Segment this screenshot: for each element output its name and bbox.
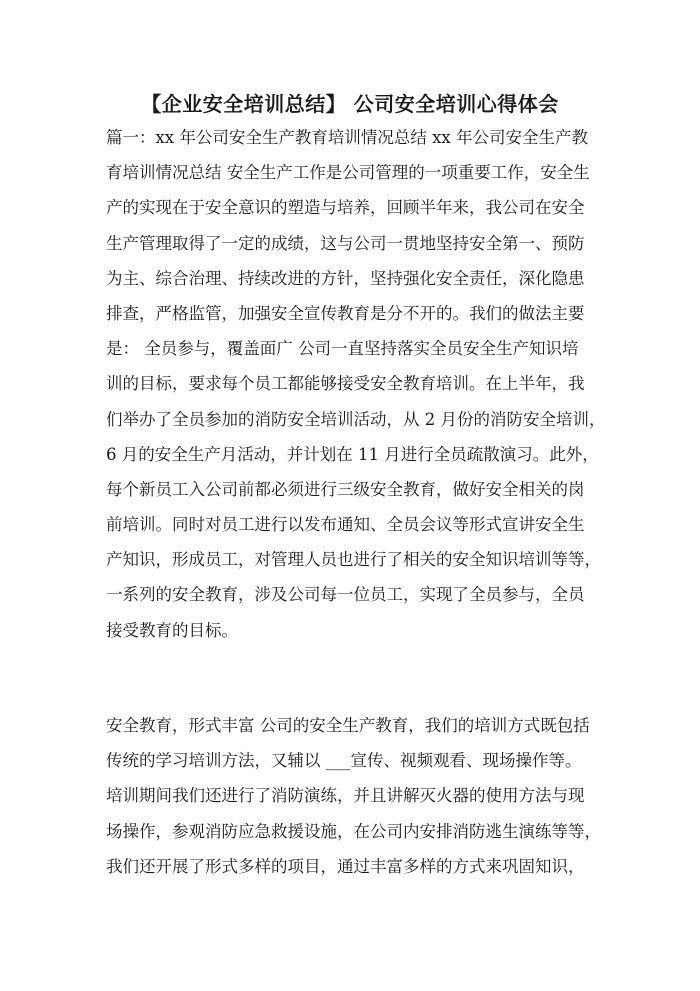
- text-line: 是： 全员参与，覆盖面广 公司一直坚持落实全员安全生产知识培: [106, 339, 579, 359]
- text-line: 排查，严格监管，加强安全宣传教育是分不开的。我们的做法主要: [106, 303, 585, 323]
- text-line: 每个新员工入公司前都必须进行三级安全教育，做好安全相关的岗: [106, 479, 585, 499]
- text-line: 我们还开展了形式多样的项目，通过丰富多样的方式来巩固知识，: [106, 856, 585, 876]
- text-line: 安全教育，形式丰富 公司的安全生产教育，我们的培训方式既包括: [106, 716, 590, 735]
- text-line: 育培训情况总结 安全生产工作是公司管理的一项重要工作，安全生: [106, 163, 590, 183]
- text-line: 一系列的安全教育，涉及公司每一位员工，实现了全员参与，全员: [106, 585, 585, 605]
- paragraph-2: [106, 708, 602, 884]
- text-line: 场操作，参观消防应急救援设施，在公司内安排消防逃生演练等等，: [106, 821, 601, 841]
- text-line: 产知识，形成员工，对管理人员也进行了相关的安全知识培训等等，: [106, 550, 601, 570]
- text-line: 传统的学习培训方法，又辅以 ___宣传、视频观看、现场操作等。: [106, 751, 582, 771]
- document-title: 【企业安全培训总结】 公司安全培训心得体会: [141, 92, 559, 116]
- text-line: 接受教育的目标。: [106, 620, 238, 640]
- text-line: 生产管理取得了一定的成绩，这与公司一贯地坚持安全第一、预防: [106, 233, 585, 253]
- text-line: 前培训。同时对员工进行以发布通知、全员会议等形式宣讲安全生: [106, 515, 585, 535]
- text-line: 培训期间我们还进行了消防演练，并且讲解灭火器的使用方法与现: [106, 786, 585, 806]
- text-line: 篇一：xx 年公司安全生产教育培训情况总结 xx 年公司安全生产教: [106, 128, 588, 147]
- text-line: 们举办了全员参加的消防安全培训活动，从 2 月份的消防安全培训，: [106, 409, 606, 429]
- text-line: 训的目标，要求每个员工都能够接受安全教育培训。在上半年，我: [106, 374, 585, 394]
- text-line: 6 月的安全生产月活动，并计划在 11 月进行全员疏散演习。此外，: [106, 444, 599, 464]
- text-line: 为主、综合治理、持续改进的方针，坚持强化安全责任，深化隐患: [106, 268, 585, 288]
- text-line: 产的实现在于安全意识的塑造与培养，回顾半年来，我公司在安全: [106, 198, 585, 218]
- paragraph-1: [106, 120, 606, 648]
